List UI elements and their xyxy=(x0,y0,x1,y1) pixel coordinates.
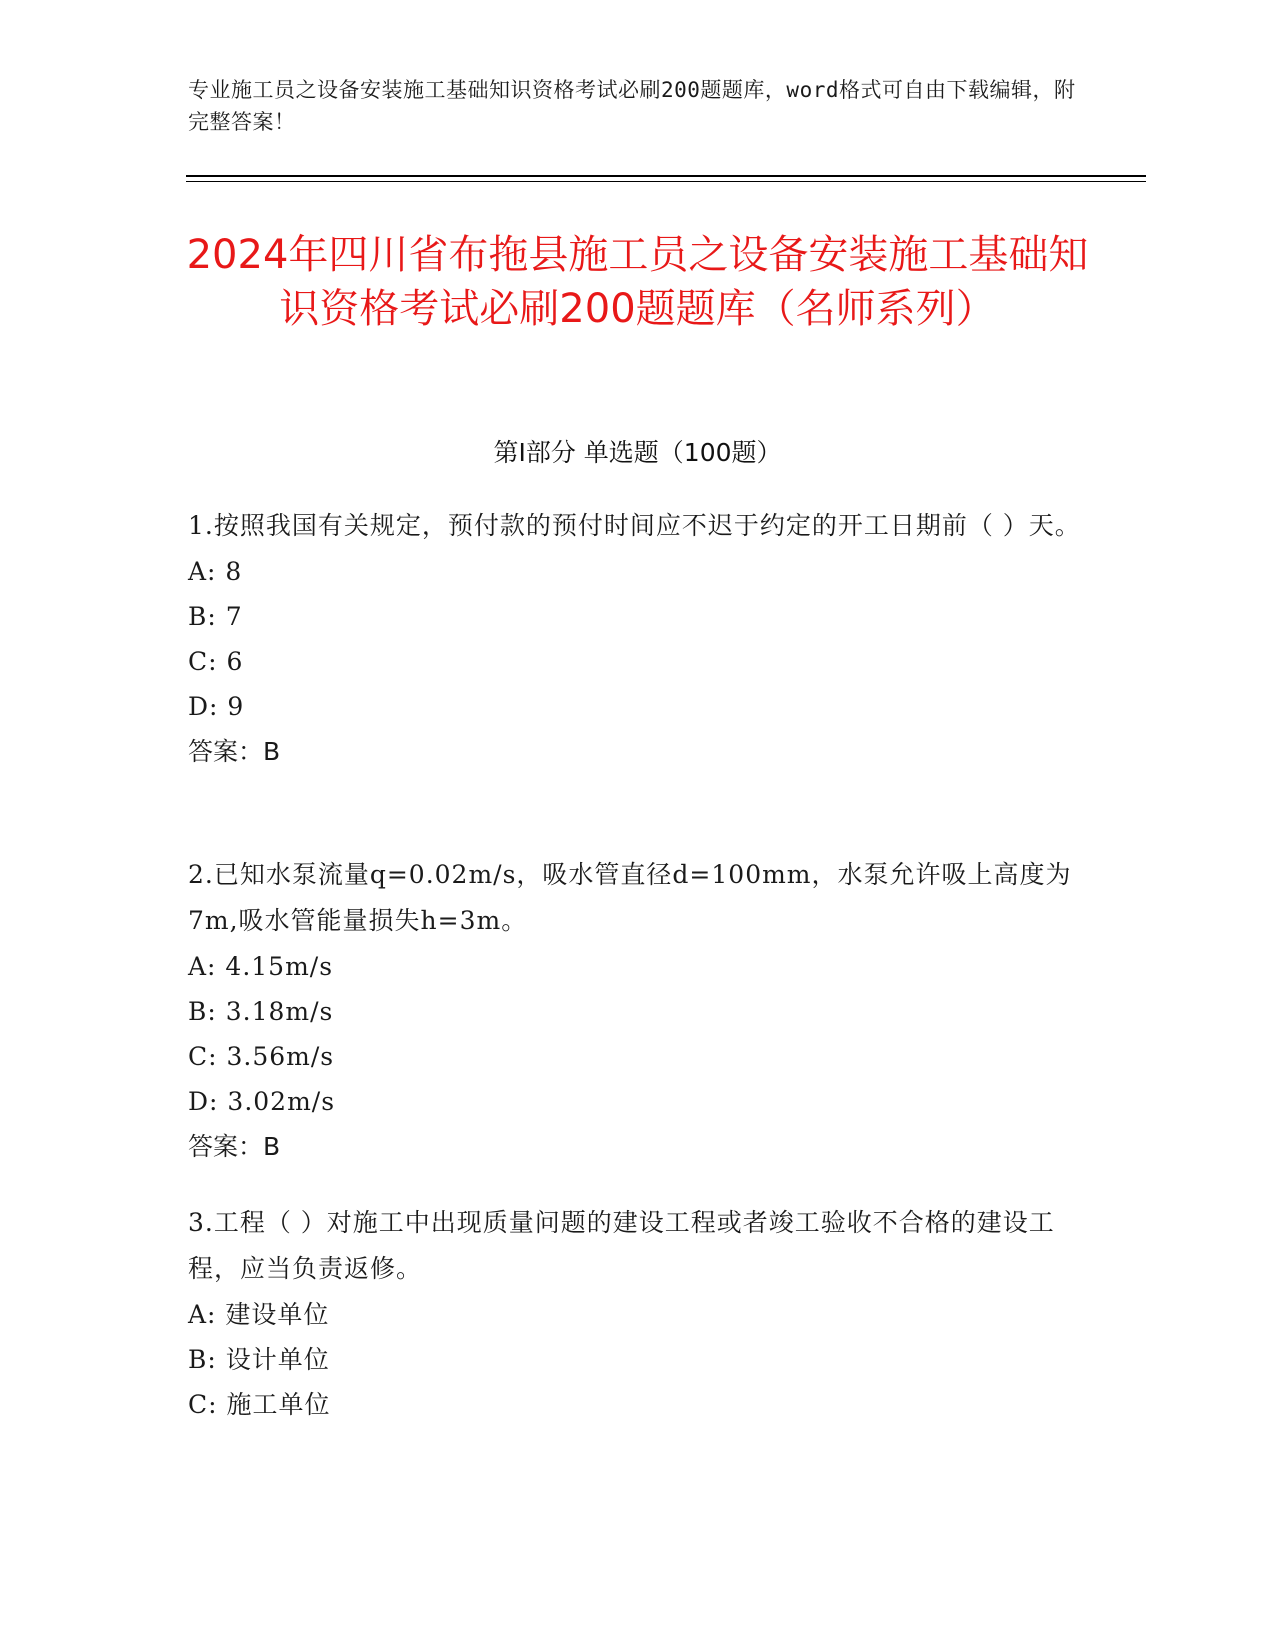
document-title: 2024年四川省布拖县施工员之设备安装施工基础知识资格考试必刷200题题库（名师系列） xyxy=(186,232,1089,332)
option-b: B: 3.18m/s xyxy=(188,997,334,1026)
option-d: D: 3.02m/s xyxy=(188,1087,336,1116)
answer: 答案：B xyxy=(188,1132,281,1161)
option-c: C: 6 xyxy=(188,647,244,676)
option-b: B: 7 xyxy=(188,602,243,631)
question-3 xyxy=(188,1200,1088,1427)
option-d: D: 9 xyxy=(188,692,245,721)
question-stem: 1.按照我国有关规定，预付款的预付时间应不迟于约定的开工日期前（ ）天。 xyxy=(188,511,1081,540)
option-a: A: 8 xyxy=(188,557,243,586)
header-divider xyxy=(186,175,1146,177)
option-b: B: 设计单位 xyxy=(188,1345,330,1374)
header-note: 专业施工员之设备安装施工基础知识资格考试必刷200题题库，word格式可自由下载编辑，附完整答案！ xyxy=(188,78,1076,134)
option-c: C: 3.56m/s xyxy=(188,1042,335,1071)
question-1 xyxy=(188,503,1088,775)
question-stem: 3.工程（ ）对施工中出现质量问题的建设工程或者竣工验收不合格的建设工程，应当负责返修。 xyxy=(188,1208,1055,1283)
header-divider-thin xyxy=(186,181,1146,182)
question-stem: 2.已知水泵流量q=0.02m/s，吸水管直径d=100mm，水泵允许吸上高度为7m,吸水管能量损失h=3m。 xyxy=(188,860,1072,935)
question-2 xyxy=(188,852,1088,1170)
option-a: A: 建设单位 xyxy=(188,1300,330,1329)
section-heading: 第I部分 单选题（100题） xyxy=(493,438,782,467)
option-c: C: 施工单位 xyxy=(188,1390,331,1419)
option-a: A: 4.15m/s xyxy=(188,952,334,981)
answer: 答案：B xyxy=(188,737,281,766)
